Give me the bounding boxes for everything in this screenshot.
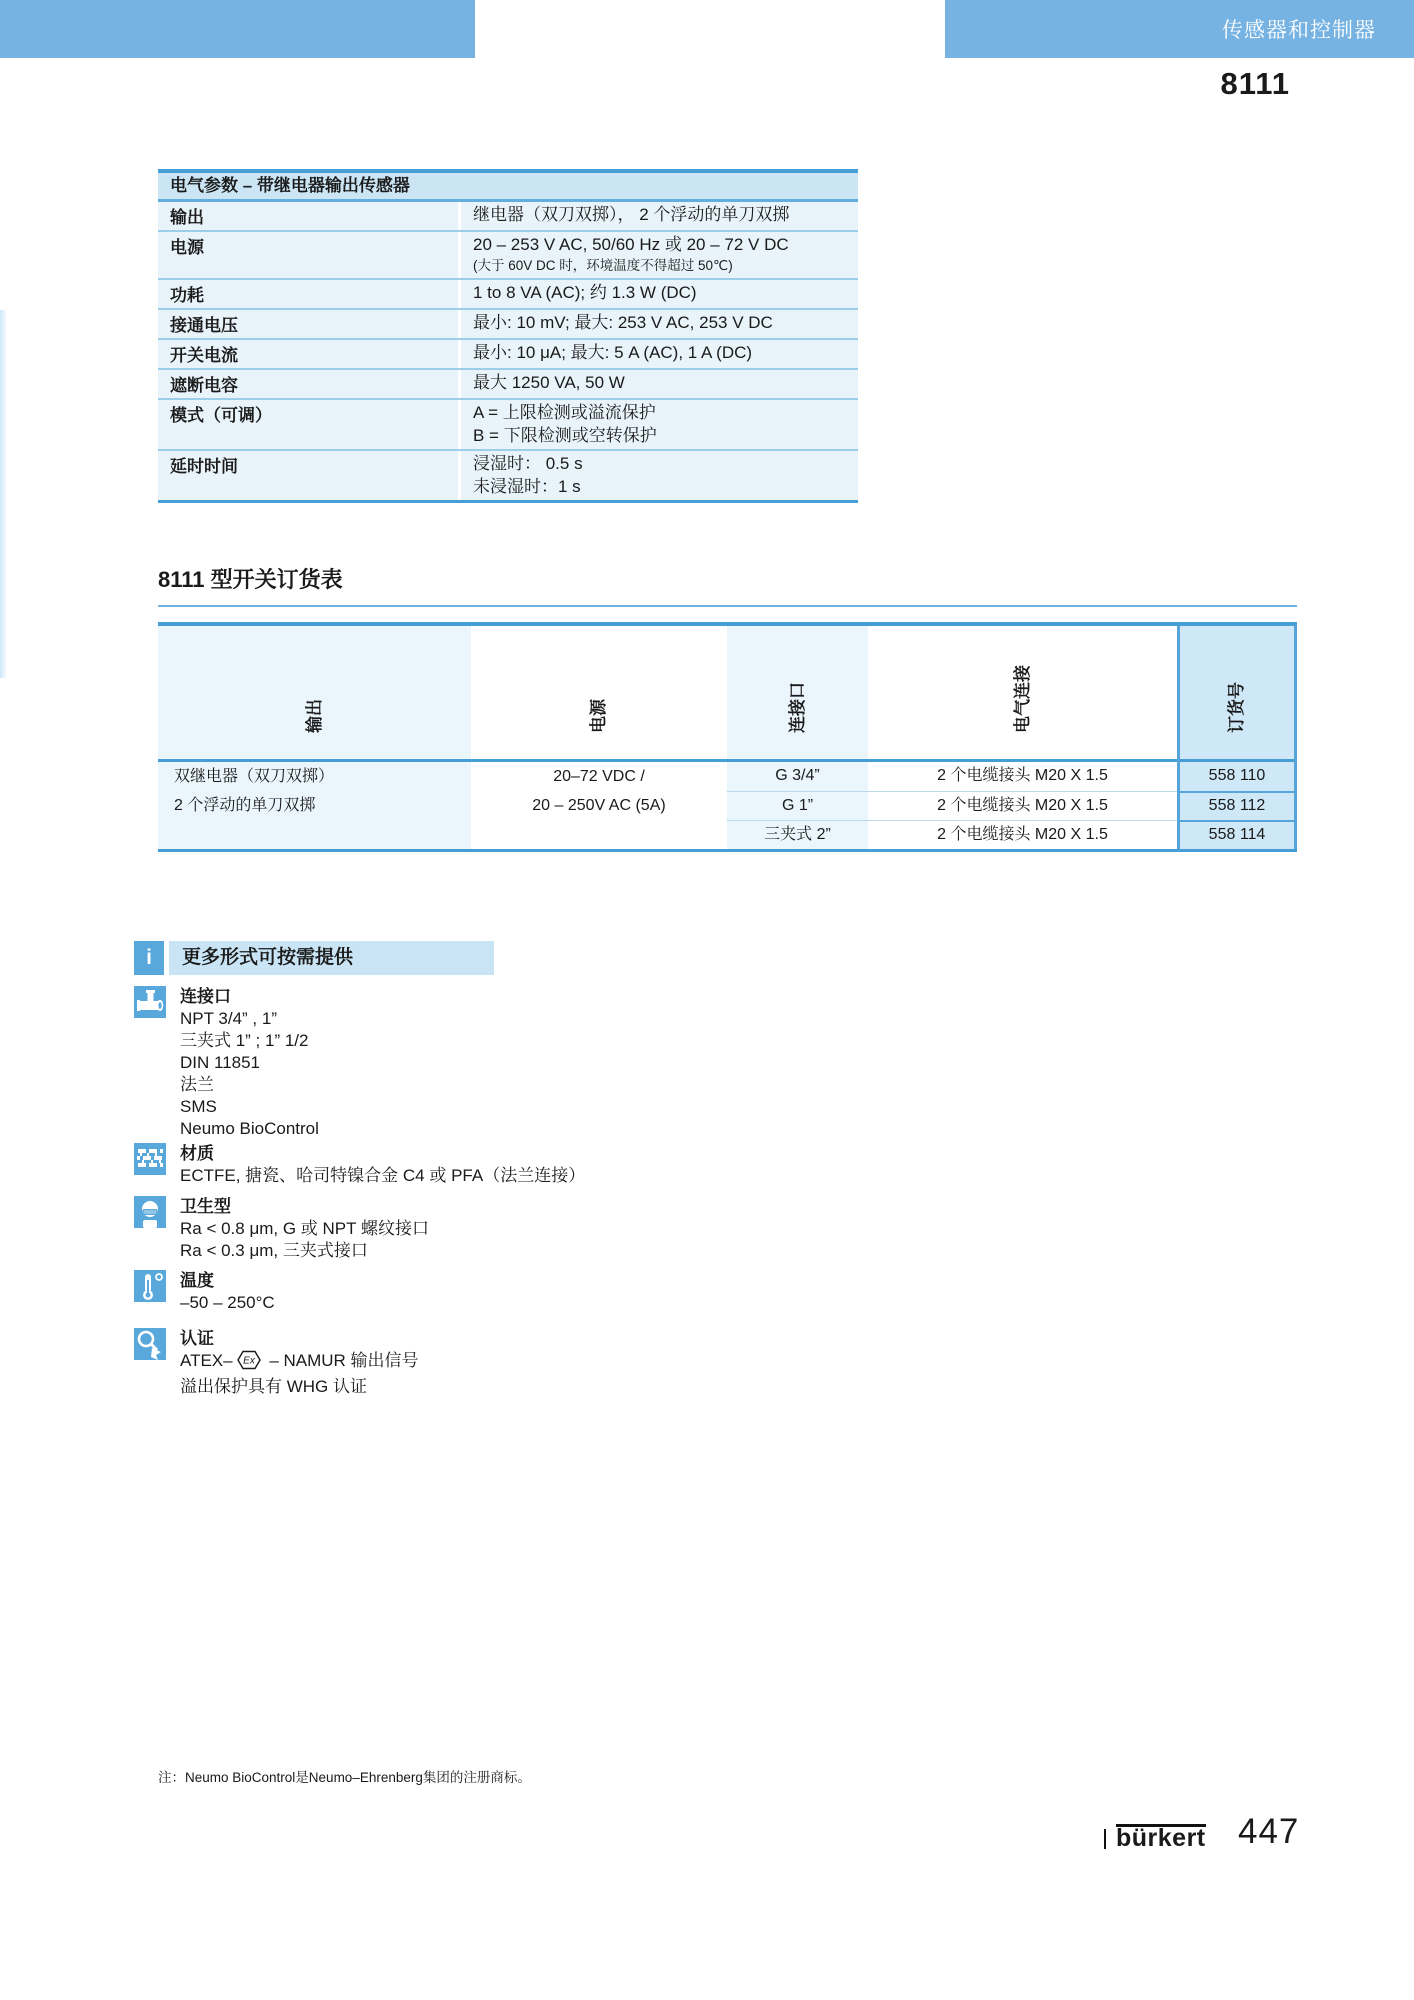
order-port-cell: G 3/4”	[727, 762, 868, 791]
order-electrical-cell: 2 个电缆接头 M20 X 1.5	[868, 791, 1177, 820]
elec-value-line: B = 下限检测或空转保护	[473, 426, 657, 445]
info-block-line: SMS	[180, 1097, 217, 1116]
order-col-header-power	[471, 626, 727, 762]
elec-value-line: 最大 1250 VA, 50 W	[473, 373, 625, 392]
info-block-line: DIN 11851	[180, 1053, 261, 1072]
electrical-table-title: 电气参数 – 带继电器输出传感器	[158, 173, 858, 202]
info-block-line	[180, 1350, 419, 1376]
info-block-title: 连接口	[180, 987, 231, 1006]
elec-row-label: 接通电压	[158, 310, 458, 338]
atex-suffix: – NAMUR 输出信号	[264, 1351, 419, 1370]
elec-table-row	[158, 400, 858, 451]
elec-value-line: 最小: 10 μA; 最大: 5 A (AC), 1 A (DC)	[473, 343, 753, 362]
page-number: 447	[1238, 1812, 1300, 1851]
order-col-header-electrical	[868, 626, 1177, 762]
elec-table-row	[158, 232, 858, 280]
elec-row-label: 开关电流	[158, 340, 458, 368]
info-block-text	[180, 1328, 419, 1398]
order-electrical-cell: 2 个电缆接头 M20 X 1.5	[868, 820, 1177, 849]
hygienic-icon	[134, 1196, 166, 1228]
elec-value-line: 未浸湿时：1 s	[473, 477, 581, 496]
order-col-header-label: 电源	[589, 699, 608, 733]
elec-row-value	[461, 340, 858, 368]
atex-prefix: ATEX–	[180, 1351, 233, 1370]
elec-table-row	[158, 340, 858, 370]
order-col-header-order-no	[1180, 626, 1294, 762]
order-no-value: 558 114	[1180, 820, 1294, 849]
order-no-value: 558 110	[1208, 767, 1266, 784]
elec-value-line: 最小: 10 mV; 最大: 253 V AC, 253 V DC	[473, 313, 773, 332]
order-no-column	[1177, 626, 1297, 849]
info-block-text	[180, 1196, 429, 1262]
elec-row-label: 延时时间	[158, 451, 458, 500]
info-block-temperature	[134, 1270, 275, 1314]
elec-row-label: 输出	[158, 202, 458, 230]
elec-row-label: 功耗	[158, 280, 458, 308]
elec-row-label: 电源	[158, 232, 458, 278]
electrical-parameters-table	[158, 169, 858, 503]
elec-row-value	[461, 280, 858, 308]
footnote: 注：Neumo BioControl是Neumo–Ehrenberg集团的注册商标。	[158, 1770, 531, 1785]
elec-value-note: (大于 60V DC 时，环境温度不得超过 50℃)	[473, 258, 733, 273]
elec-value-line: A = 上限检测或溢流保护	[473, 403, 656, 422]
atex-ex-icon	[237, 1350, 261, 1376]
order-col-header-port	[727, 626, 868, 762]
material-icon	[134, 1143, 166, 1175]
category-header	[945, 0, 1414, 58]
top-left-blue-bar	[0, 0, 475, 58]
info-block-line: –50 – 250°C	[180, 1293, 275, 1312]
info-block-line: ECTFE, 搪瓷、哈司特镍合金 C4 或 PFA（法兰连接）	[180, 1166, 586, 1185]
category-label: 传感器和控制器	[1222, 19, 1376, 42]
order-col-header-label: 输出	[304, 699, 324, 733]
info-block-hygienic	[134, 1196, 429, 1262]
info-block-line: 溢出保护具有 WHG 认证	[180, 1377, 367, 1396]
order-col-header-output	[158, 626, 471, 762]
info-block-connection	[134, 986, 319, 1140]
info-block-text	[180, 986, 319, 1140]
order-output-line: 双继电器（双刀双掷）	[174, 768, 335, 785]
left-edge-strip	[0, 310, 6, 678]
order-no-value: 558 112	[1180, 791, 1294, 820]
info-block-line: NPT 3/4” , 1”	[180, 1009, 277, 1028]
order-col-header-label: 订货号	[1227, 682, 1246, 733]
elec-row-label: 模式（可调）	[158, 400, 458, 449]
info-block-line: 法兰	[180, 1075, 214, 1094]
elec-table-row	[158, 280, 858, 310]
info-block-title: 认证	[180, 1329, 214, 1348]
info-header-title: 更多形式可按需提供	[169, 941, 494, 975]
elec-row-value	[461, 202, 858, 230]
elec-value-line: 20 – 253 V AC, 50/60 Hz 或 20 – 72 V DC	[473, 235, 789, 254]
elec-value-line: 1 to 8 VA (AC); 约 1.3 W (DC)	[473, 283, 697, 302]
elec-table-row	[158, 451, 858, 500]
elec-row-value	[461, 232, 858, 278]
info-block-certification	[134, 1328, 419, 1398]
temperature-icon	[134, 1270, 166, 1302]
elec-table-row	[158, 370, 858, 400]
info-header-bar	[134, 941, 494, 975]
elec-table-row	[158, 310, 858, 340]
order-col-header-label: 连接口	[787, 682, 807, 733]
elec-row-value	[461, 310, 858, 338]
info-block-text	[180, 1143, 585, 1187]
order-table	[158, 622, 1297, 852]
info-block-line: Ra < 0.3 μm, 三夹式接口	[180, 1241, 368, 1260]
certification-icon	[134, 1328, 166, 1360]
brand-logo	[1104, 1824, 1206, 1852]
order-col-header-label: 电气连接	[1012, 665, 1032, 733]
pipe-connection-icon	[134, 986, 166, 1018]
elec-row-value	[461, 451, 858, 500]
order-electrical-cell: 2 个电缆接头 M20 X 1.5	[868, 762, 1177, 791]
order-power-line: 20–72 VDC /	[553, 768, 645, 785]
brand-divider	[1104, 1829, 1106, 1849]
info-block-title: 温度	[180, 1271, 214, 1290]
order-table-heading: 8111 型开关订货表	[158, 563, 1297, 607]
order-power-line: 20 – 250V AC (5A)	[532, 797, 666, 814]
info-block-text	[180, 1270, 275, 1314]
info-block-line: Neumo BioControl	[180, 1119, 319, 1138]
info-icon: i	[134, 941, 164, 975]
product-code: 8111	[1220, 66, 1290, 101]
elec-row-label: 遮断电容	[158, 370, 458, 398]
elec-value-line: 继电器（双刀双掷）， 2 个浮动的单刀双掷	[473, 205, 790, 224]
info-block-title: 卫生型	[180, 1197, 231, 1216]
elec-value-line: 浸湿时： 0.5 s	[473, 454, 583, 473]
order-port-cell: 三夹式 2”	[727, 820, 868, 849]
elec-table-row	[158, 202, 858, 232]
order-output-cell	[158, 762, 471, 849]
info-block-title: 材质	[180, 1144, 214, 1163]
order-power-cell	[471, 762, 727, 849]
svg-text:Ex: Ex	[242, 1355, 255, 1367]
elec-row-value	[461, 370, 858, 398]
elec-row-value	[461, 400, 858, 449]
order-port-cell: G 1”	[727, 791, 868, 820]
info-block-line: 三夹式 1” ; 1” 1/2	[180, 1031, 309, 1050]
info-block-material	[134, 1143, 585, 1187]
order-output-line: 2 个浮动的单刀双掷	[174, 797, 316, 814]
info-block-line: Ra < 0.8 μm, G 或 NPT 螺纹接口	[180, 1219, 429, 1238]
brand-wordmark: bürkert	[1116, 1824, 1206, 1852]
electrical-table-body	[158, 202, 858, 500]
